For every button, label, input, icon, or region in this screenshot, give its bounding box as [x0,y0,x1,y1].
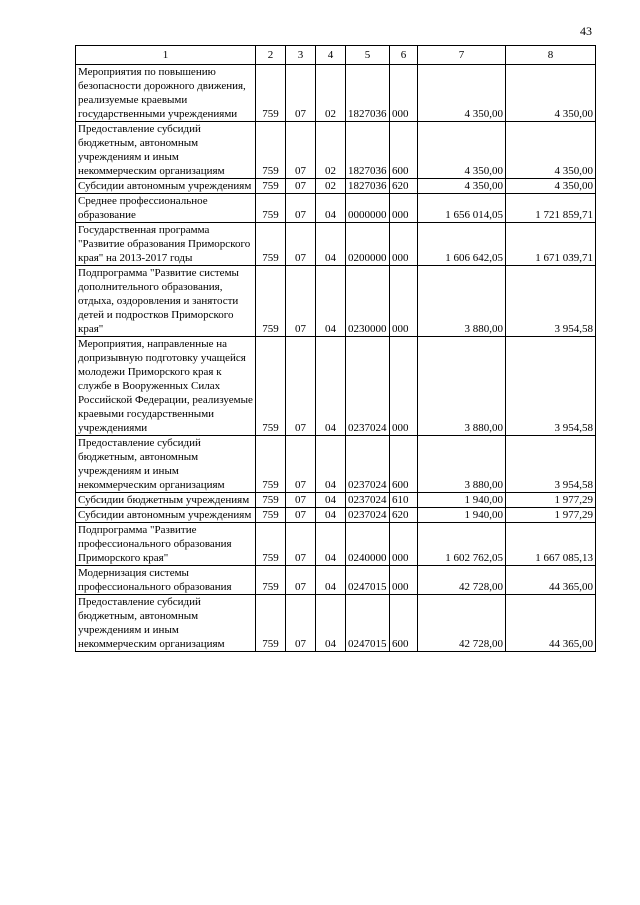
expense-type-cell: 610 [390,493,418,508]
amount-year1-cell: 4 350,00 [418,65,506,122]
budget-table [75,45,596,652]
amount-year1-cell: 42 728,00 [418,566,506,595]
section-code-cell: 07 [286,523,316,566]
chapter-code-cell: 759 [256,266,286,337]
table-row [76,122,596,179]
row-name-cell: Субсидии автономным учреждениям [76,508,256,523]
table-row [76,523,596,566]
expense-type-cell: 000 [390,337,418,436]
chapter-code-cell: 759 [256,337,286,436]
amount-year2-cell: 1 671 039,71 [506,223,596,266]
table-row [76,266,596,337]
amount-year1-cell: 1 656 014,05 [418,194,506,223]
expense-type-cell: 600 [390,436,418,493]
chapter-code-cell: 759 [256,493,286,508]
section-code-cell: 07 [286,566,316,595]
row-name-cell: Государственная программа "Развитие образования Приморского края" на 2013-2017 годы [76,223,256,266]
col-header-5: 5 [346,46,390,65]
subsection-code-cell: 04 [316,436,346,493]
page-number: 43 [580,24,592,38]
amount-year1-cell: 4 350,00 [418,179,506,194]
amount-year1-cell: 3 880,00 [418,337,506,436]
expense-type-cell: 620 [390,508,418,523]
col-header-2: 2 [256,46,286,65]
amount-year2-cell: 44 365,00 [506,566,596,595]
col-header-4: 4 [316,46,346,65]
target-article-cell: 1827036 [346,65,390,122]
subsection-code-cell: 04 [316,223,346,266]
table-row [76,566,596,595]
chapter-code-cell: 759 [256,65,286,122]
amount-year2-cell: 3 954,58 [506,337,596,436]
chapter-code-cell: 759 [256,436,286,493]
target-article-cell: 0240000 [346,523,390,566]
subsection-code-cell: 04 [316,266,346,337]
section-code-cell: 07 [286,508,316,523]
row-name-cell: Предоставление субсидий бюджетным, автономным учреждениям и иным некоммерческим организациям [76,436,256,493]
subsection-code-cell: 02 [316,179,346,194]
target-article-cell: 0237024 [346,493,390,508]
chapter-code-cell: 759 [256,122,286,179]
amount-year1-cell: 42 728,00 [418,595,506,652]
target-article-cell: 0237024 [346,508,390,523]
chapter-code-cell: 759 [256,508,286,523]
amount-year2-cell: 4 350,00 [506,65,596,122]
target-article-cell: 0230000 [346,266,390,337]
chapter-code-cell: 759 [256,223,286,266]
section-code-cell: 07 [286,436,316,493]
section-code-cell: 07 [286,65,316,122]
row-name-cell: Предоставление субсидий бюджетным, автономным учреждениям и иным некоммерческим организациям [76,122,256,179]
row-name-cell: Субсидии бюджетным учреждениям [76,493,256,508]
section-code-cell: 07 [286,223,316,266]
subsection-code-cell: 04 [316,566,346,595]
amount-year2-cell: 3 954,58 [506,436,596,493]
subsection-code-cell: 04 [316,194,346,223]
subsection-code-cell: 04 [316,337,346,436]
amount-year2-cell: 1 721 859,71 [506,194,596,223]
target-article-cell: 0237024 [346,337,390,436]
amount-year1-cell: 1 940,00 [418,493,506,508]
amount-year1-cell: 3 880,00 [418,266,506,337]
expense-type-cell: 000 [390,194,418,223]
subsection-code-cell: 04 [316,523,346,566]
section-code-cell: 07 [286,122,316,179]
amount-year2-cell: 3 954,58 [506,266,596,337]
row-name-cell: Мероприятия, направленные на допризывную подготовку учащейся молодежи Приморского края к службе в Вооруженных Силах Российской Федерации, реализуемые краевыми государственными учреждениями [76,337,256,436]
table-row [76,179,596,194]
section-code-cell: 07 [286,493,316,508]
target-article-cell: 0247015 [346,566,390,595]
expense-type-cell: 000 [390,266,418,337]
expense-type-cell: 620 [390,179,418,194]
target-article-cell: 0237024 [346,436,390,493]
target-article-cell: 0000000 [346,194,390,223]
expense-type-cell: 000 [390,223,418,266]
table-row [76,65,596,122]
section-code-cell: 07 [286,266,316,337]
expense-type-cell: 000 [390,523,418,566]
target-article-cell: 0247015 [346,595,390,652]
expense-type-cell: 000 [390,566,418,595]
chapter-code-cell: 759 [256,179,286,194]
amount-year2-cell: 1 667 085,13 [506,523,596,566]
row-name-cell: Мероприятия по повышению безопасности дорожного движения, реализуемые краевыми государственными учреждениями [76,65,256,122]
amount-year2-cell: 4 350,00 [506,179,596,194]
amount-year2-cell: 4 350,00 [506,122,596,179]
row-name-cell: Подпрограмма "Развитие профессионального образования Приморского края" [76,523,256,566]
section-code-cell: 07 [286,337,316,436]
section-code-cell: 07 [286,194,316,223]
col-header-7: 7 [418,46,506,65]
row-name-cell: Подпрограмма "Развитие системы дополнительного образования, отдыха, оздоровления и занятости детей и подростков Приморского края" [76,266,256,337]
col-header-3: 3 [286,46,316,65]
target-article-cell: 1827036 [346,122,390,179]
table-row [76,223,596,266]
amount-year1-cell: 1 606 642,05 [418,223,506,266]
table-row [76,493,596,508]
table-row [76,337,596,436]
table-row [76,194,596,223]
expense-type-cell: 600 [390,595,418,652]
chapter-code-cell: 759 [256,194,286,223]
table-row [76,508,596,523]
chapter-code-cell: 759 [256,595,286,652]
amount-year1-cell: 1 940,00 [418,508,506,523]
row-name-cell: Среднее профессиональное образование [76,194,256,223]
subsection-code-cell: 02 [316,122,346,179]
row-name-cell: Модернизация системы профессионального образования [76,566,256,595]
amount-year1-cell: 4 350,00 [418,122,506,179]
amount-year2-cell: 1 977,29 [506,508,596,523]
chapter-code-cell: 759 [256,566,286,595]
col-header-6: 6 [390,46,418,65]
row-name-cell: Субсидии автономным учреждениям [76,179,256,194]
col-header-1: 1 [76,46,256,65]
row-name-cell: Предоставление субсидий бюджетным, автономным учреждениям и иным некоммерческим организациям [76,595,256,652]
chapter-code-cell: 759 [256,523,286,566]
target-article-cell: 1827036 [346,179,390,194]
subsection-code-cell: 04 [316,493,346,508]
section-code-cell: 07 [286,179,316,194]
table-row [76,595,596,652]
expense-type-cell: 000 [390,65,418,122]
header-row [76,46,596,65]
subsection-code-cell: 04 [316,508,346,523]
table-row [76,436,596,493]
amount-year1-cell: 3 880,00 [418,436,506,493]
amount-year2-cell: 44 365,00 [506,595,596,652]
col-header-8: 8 [506,46,596,65]
target-article-cell: 0200000 [346,223,390,266]
amount-year2-cell: 1 977,29 [506,493,596,508]
expense-type-cell: 600 [390,122,418,179]
subsection-code-cell: 02 [316,65,346,122]
subsection-code-cell: 04 [316,595,346,652]
section-code-cell: 07 [286,595,316,652]
amount-year1-cell: 1 602 762,05 [418,523,506,566]
